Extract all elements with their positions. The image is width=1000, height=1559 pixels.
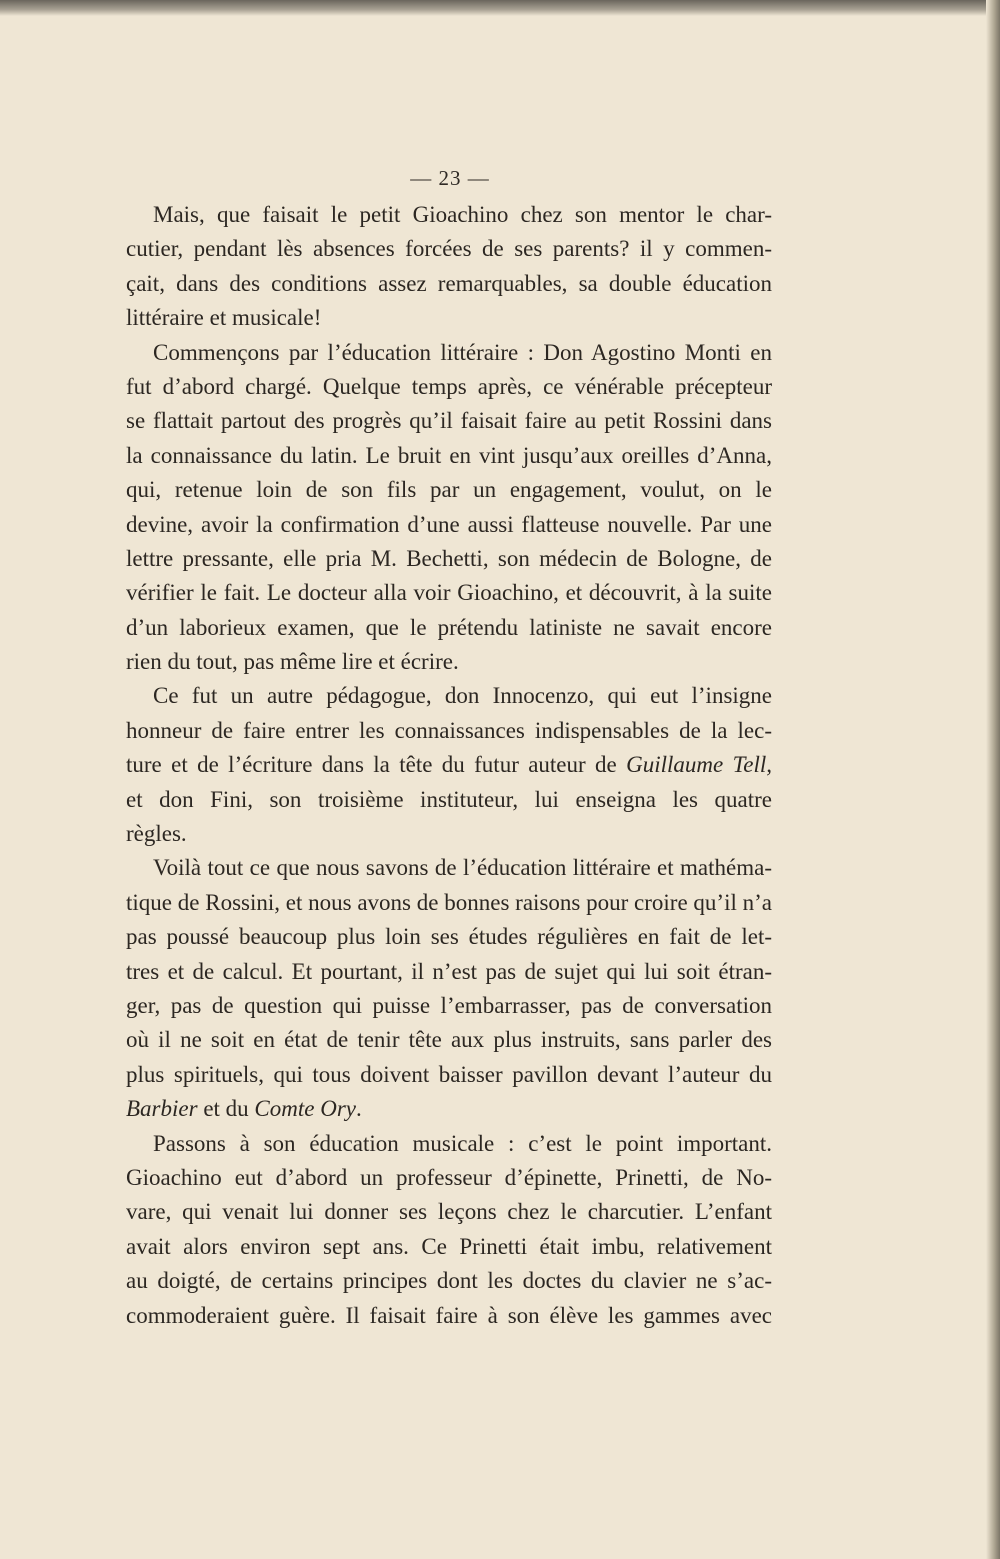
text-line: d’un laborieux examen, que le prétendu latiniste ne savait encore — [126, 614, 772, 640]
text-line: çait, dans des conditions assez remarquables, sa double éducation — [126, 270, 772, 296]
text-line: et don Fini, son troisième instituteur, lui enseigna les quatre — [126, 786, 772, 812]
text-line — [126, 748, 772, 782]
work-title: Guillaume Tell, — [626, 752, 772, 778]
page-right-edge — [986, 0, 1000, 1559]
work-title: Barbier — [126, 1096, 198, 1122]
text-line: Mais, que faisait le petit Gioachino chez son mentor le char- — [153, 202, 772, 227]
text-line: règles. — [126, 821, 187, 847]
text-line: tique de Rossini, et nous avons de bonnes raisons pour croire qu’il n’a — [126, 889, 772, 915]
text-line: pas poussé beaucoup plus loin ses études régulières en fait de let- — [126, 924, 772, 950]
text-line: devine, avoir la confirmation d’une aussi flatteuse nouvelle. Par une — [126, 511, 772, 537]
text-segment: ture et de l’écriture dans la tête du futur auteur de — [126, 752, 617, 778]
text-line: Voilà tout ce que nous savons de l’éducation littéraire et mathéma- — [153, 855, 772, 881]
text-line: fut d’abord chargé. Quelque temps après, ce vénérable précepteur — [126, 373, 772, 399]
text-line: lettre pressante, elle pria M. Bechetti, son médecin de Bologne, de — [126, 545, 772, 571]
text-segment: et du — [203, 1096, 249, 1122]
page-number: — 23 — — [410, 166, 490, 190]
text-line: littéraire et musicale! — [126, 305, 322, 331]
text-line: plus spirituels, qui tous doivent baisser pavillon devant l’auteur du — [126, 1061, 772, 1087]
text-line: la connaissance du latin. Le bruit en vint jusqu’aux oreilles d’Anna, — [126, 442, 772, 468]
body-text — [126, 198, 772, 1333]
text-line: avait alors environ sept ans. Ce Prinetti était imbu, relativement — [126, 1233, 772, 1259]
text-line: où il ne soit en état de tenir tête aux plus instruits, sans parler des — [126, 1027, 772, 1053]
text-line: au doigté, de certains principes dont les doctes du clavier ne s’ac- — [126, 1268, 772, 1294]
text-line: rien du tout, pas même lire et écrire. — [126, 649, 459, 675]
text-line: vare, qui venait lui donner ses leçons chez le charcutier. L’enfant — [126, 1199, 772, 1225]
text-line: cutier, pendant lès absences forcées de ses parents? il y commen- — [126, 236, 772, 262]
text-line: tres et de calcul. Et pourtant, il n’est pas de sujet qui lui soit étran- — [126, 958, 772, 984]
text-line: commoderaient guère. Il faisait faire à son élève les gammes avec — [126, 1302, 772, 1328]
page-top-edge — [0, 0, 1000, 16]
text-line: ger, pas de question qui puisse l’embarrasser, pas de conversation — [126, 992, 772, 1018]
text-line: honneur de faire entrer les connaissances indispensables de la lec- — [126, 717, 772, 743]
text-line: Passons à son éducation musicale : c’est le point important. — [153, 1130, 772, 1156]
text-line — [126, 1092, 772, 1126]
text-line: qui, retenue loin de son fils par un engagement, voulut, on le — [126, 477, 772, 503]
work-title: Comte Ory — [254, 1096, 356, 1122]
text-line: Ce fut un autre pédagogue, don Innocenzo, qui eut l’insigne — [153, 683, 772, 709]
text-line: Gioachino eut d’abord un professeur d’épinette, Prinetti, de No- — [126, 1164, 772, 1190]
text-segment: . — [356, 1096, 362, 1122]
text-line: Commençons par l’éducation littéraire : Don Agostino Monti en — [153, 339, 772, 365]
text-line: se flattait partout des progrès qu’il faisait faire au petit Rossini dans — [126, 408, 772, 434]
text-line: vérifier le fait. Le docteur alla voir Gioachino, et découvrit, à la suite — [126, 580, 772, 606]
